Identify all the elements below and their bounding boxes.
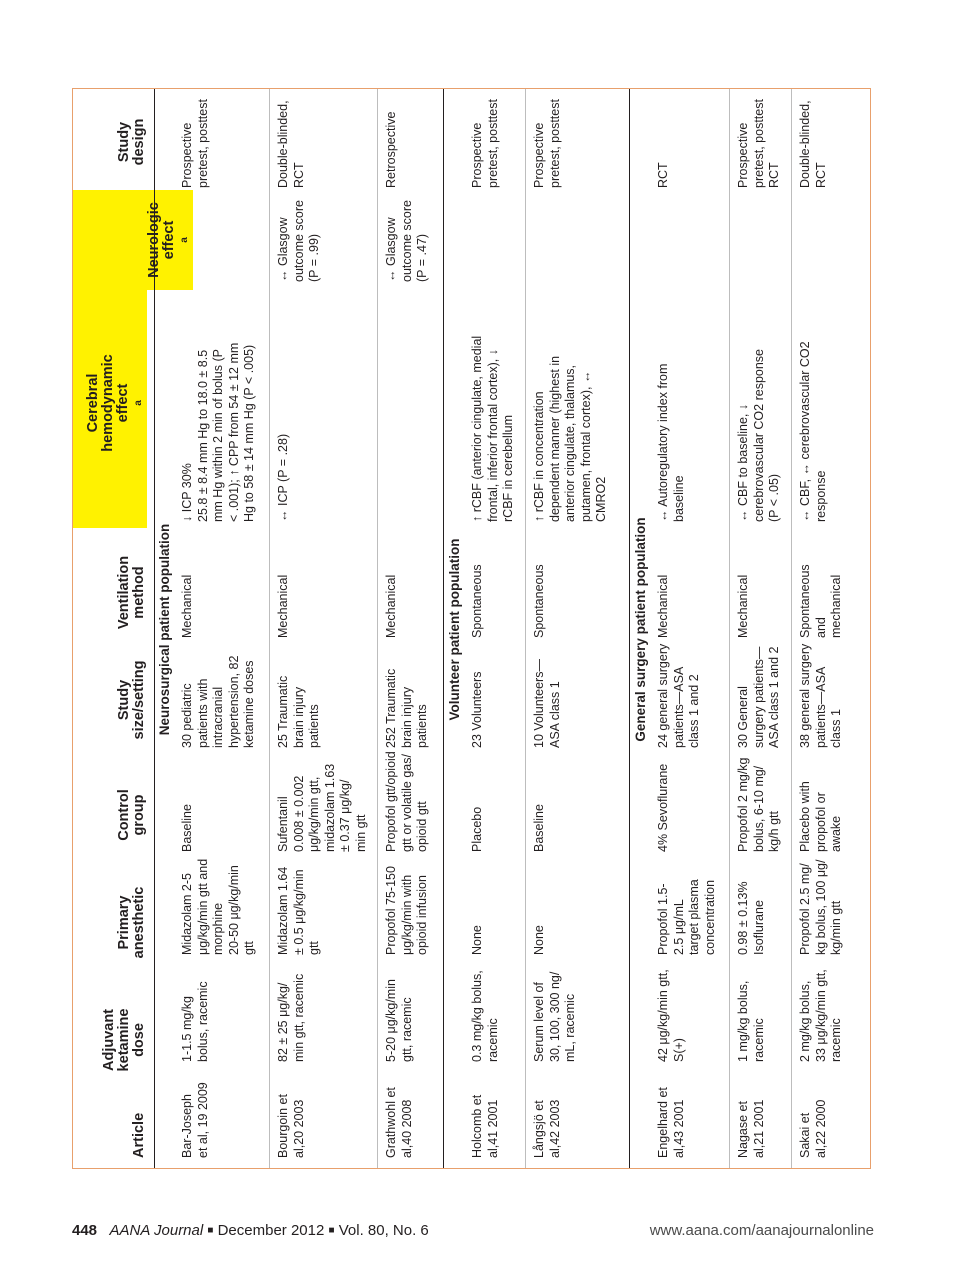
cell-dose: 0.3 mg/kg bolus, racemic [470, 970, 500, 1062]
section-title-neurosurgical: Neurosurgical patient population [157, 523, 172, 736]
header-size-label: Study size/setting [116, 660, 147, 740]
header-dose [73, 970, 147, 1110]
cell-article: Holcomb et al,41 2001 [470, 1094, 500, 1158]
cell-anesthetic: Propofol 1.5- 2.5 μg/mL target plasma concentration [656, 879, 717, 955]
cell-dose: Serum level of 30, 100, 300 ng/ mL, racemic [532, 971, 577, 1062]
cell-control: Propofol 2 mg/kg bolus, 6-10 mg/ kg/h gtt [736, 757, 781, 852]
table-frame [72, 88, 871, 1169]
cell-cerebral: ↔ CBF to baseline, ↓ cerebrovascular CO2 response (P < .05) [736, 349, 781, 522]
cell-design: RCT [656, 162, 670, 188]
journal-issue: December 2012 [217, 1222, 325, 1239]
row-separator [729, 89, 730, 1169]
cell-design: Prospective pretest, posttest RCT [736, 99, 781, 188]
cell-anesthetic: Midazolam 2-5 μg/kg/min gtt and morphine 20-50 μg/kg/min gtt [180, 858, 256, 955]
section-title-general-surgery: General surgery patient population [633, 517, 648, 742]
header-design [73, 97, 147, 187]
cell-ventilation: Mechanical [276, 574, 290, 638]
cell-control: Baseline [180, 804, 194, 852]
header-control-label: Control group [116, 789, 147, 841]
ketamine-studies-table [73, 89, 871, 1169]
cell-anesthetic: Propofol 2.5 mg/ kg bolus, 100 μg/ kg/min gtt [798, 859, 843, 955]
cell-control: Placebo [470, 806, 484, 852]
section-rule [443, 89, 444, 1169]
cell-control: Sufentanil 0.008 ± 0.002 μg/kg/min gtt, midazolam 1.63 ± 0.37 μg/kg/ min gtt [276, 763, 368, 852]
rotated-table-container [73, 89, 871, 1169]
cell-dose: 5-20 μg/kg/min gtt, racemic [384, 979, 414, 1062]
header-anesthetic-label: Primary anesthetic [116, 886, 147, 959]
journal-url[interactable]: www.aana.com/aanajournalonline [649, 1222, 874, 1239]
separator-square: ■ [328, 1225, 335, 1236]
cell-neurologic: ↔ Glasgow outcome score (P = .47) [384, 200, 429, 282]
cell-neurologic: ↔ Glasgow outcome score (P = .99) [276, 200, 321, 282]
header-neurologic [73, 190, 193, 290]
row-separator [269, 89, 270, 1169]
cell-anesthetic: 0.98 ± 0.13% Isoflurane [736, 881, 766, 955]
page-number: 448 [72, 1222, 98, 1239]
cell-article: Långsjö et al,42 2003 [532, 1099, 562, 1158]
header-rule [154, 89, 155, 1169]
cell-ventilation: Spontaneous and mechanical [798, 564, 843, 638]
cell-design: Prospective pretest, posttest [532, 99, 562, 188]
cell-design: Prospective pretest, posttest [470, 99, 500, 188]
cell-cerebral: ↔ CBF, ↔ cerebrovascular CO2 response [798, 341, 828, 522]
header-control [73, 760, 147, 870]
cell-size: 23 Volunteers [470, 671, 484, 748]
cell-control: Propofol gtt/opioid gtt or volatile gas/ opioid gtt [384, 751, 429, 852]
header-cerebral-label: Cerebral hemodynamic effect [85, 354, 131, 452]
cell-control: Placebo with propofol or awake [798, 781, 843, 852]
cell-article: Sakai et al,22 2000 [798, 1099, 828, 1158]
cell-cerebral: ↔ Autoregulatory index from baseline [656, 363, 686, 522]
section-title-volunteer: Volunteer patient population [447, 538, 462, 721]
cell-article: Engelhard et al,43 2001 [656, 1087, 686, 1158]
row-separator [791, 89, 792, 1169]
cell-anesthetic: None [532, 925, 546, 955]
separator-square: ■ [207, 1225, 214, 1236]
cell-control: Baseline [532, 804, 546, 852]
cell-ventilation: Spontaneous [532, 564, 546, 638]
cell-ventilation: Mechanical [180, 574, 194, 638]
cell-anesthetic: Propofol 75-150 μg/kg/min with opioid infusion [384, 866, 429, 955]
cell-size: 252 Traumatic brain injury patients [384, 668, 429, 748]
journal-volume: Vol. 80, No. 6 [338, 1222, 429, 1239]
page-footer-left [72, 1222, 429, 1239]
cell-cerebral: ↑ rCBF in concentration dependent manner (highest in anterior cingulate, thalamus, putamen, frontal cortex), ↔ CMRO2 [532, 355, 608, 522]
cell-ventilation: Mechanical [384, 574, 398, 638]
header-ventilation-label: Ventilation method [116, 555, 147, 630]
header-cerebral-footnote: a [133, 400, 144, 406]
header-neurologic-footnote: a [179, 237, 190, 243]
header-size [73, 640, 147, 760]
cell-size: 38 general surgery patients—ASA class 1 [798, 643, 843, 748]
row-separator [377, 89, 378, 1169]
cell-control: 4% Sevoflurane [656, 763, 670, 852]
header-dose-label: Adjuvant ketamine dose [101, 1008, 147, 1072]
cell-design: Retrospective [384, 111, 398, 188]
header-anesthetic [73, 865, 147, 980]
row-separator [525, 89, 526, 1169]
header-article-label: Article [131, 1112, 147, 1158]
header-ventilation [73, 535, 147, 650]
cell-design: Double-blinded, RCT [276, 100, 306, 188]
cell-size: 30 General surgery patients— ASA class 1 and 2 [736, 646, 781, 748]
journal-name: AANA Journal [109, 1222, 204, 1239]
cell-cerebral: ↑ rCBF (anterior cingulate, medial frontal, inferior frontal cortex), ↓ rCBF in cerebellum [470, 335, 515, 522]
cell-article: Grathwohl et al,40 2008 [384, 1087, 414, 1158]
cell-dose: 2 mg/kg bolus, 33 μg/kg/min gtt, racemic [798, 969, 843, 1062]
header-design-label: Study design [116, 118, 147, 166]
header-neurologic-label: Neurologic effect [146, 202, 177, 278]
cell-size: 30 pediatric patients with intracranial hypertension, 82 ketamine doses [180, 655, 256, 748]
cell-dose: 42 μg/kg/min gtt, S(+) [656, 969, 686, 1062]
cell-anesthetic: None [470, 925, 484, 955]
cell-size: 24 general surgery patients—ASA class 1 and 2 [656, 643, 701, 748]
cell-article: Bar-Joseph et al, 19 2009 [180, 1082, 210, 1158]
cell-design: Prospective pretest, posttest [180, 99, 210, 188]
cell-anesthetic: Midazolam 1.64 ± 0.5 μg/kg/min gtt [276, 866, 321, 955]
cell-ventilation: Mechanical [736, 574, 750, 638]
cell-ventilation: Mechanical [656, 574, 670, 638]
section-rule [629, 89, 630, 1169]
cell-article: Bourgoin et al,20 2003 [276, 1094, 306, 1158]
cell-cerebral: ↔ ICP (P = .28) [276, 433, 290, 522]
cell-dose: 1-1.5 mg/kg bolus, racemic [180, 981, 210, 1062]
cell-size: 25 Traumatic brain injury patients [276, 675, 321, 748]
cell-article: Nagase et al,21 2001 [736, 1099, 766, 1158]
cell-dose: 1 mg/kg bolus, racemic [736, 980, 766, 1062]
cell-dose: 82 ± 25 μg/kg/ min gtt, racemic [276, 973, 306, 1062]
cell-ventilation: Spontaneous [470, 564, 484, 638]
cell-cerebral: ↓ ICP 30% 25.8 ± 8.4 mm Hg to 18.0 ± 8.5 mm Hg within 2 min of bolus (P < .001); ↑ CPP from 54 ± 12 mm Hg to 58 ± 14 mm Hg (P < .005) [180, 342, 256, 522]
cell-size: 10 Volunteers— ASA class 1 [532, 659, 562, 748]
header-cerebral [73, 278, 147, 528]
cell-design: Double-blinded, RCT [798, 100, 828, 188]
